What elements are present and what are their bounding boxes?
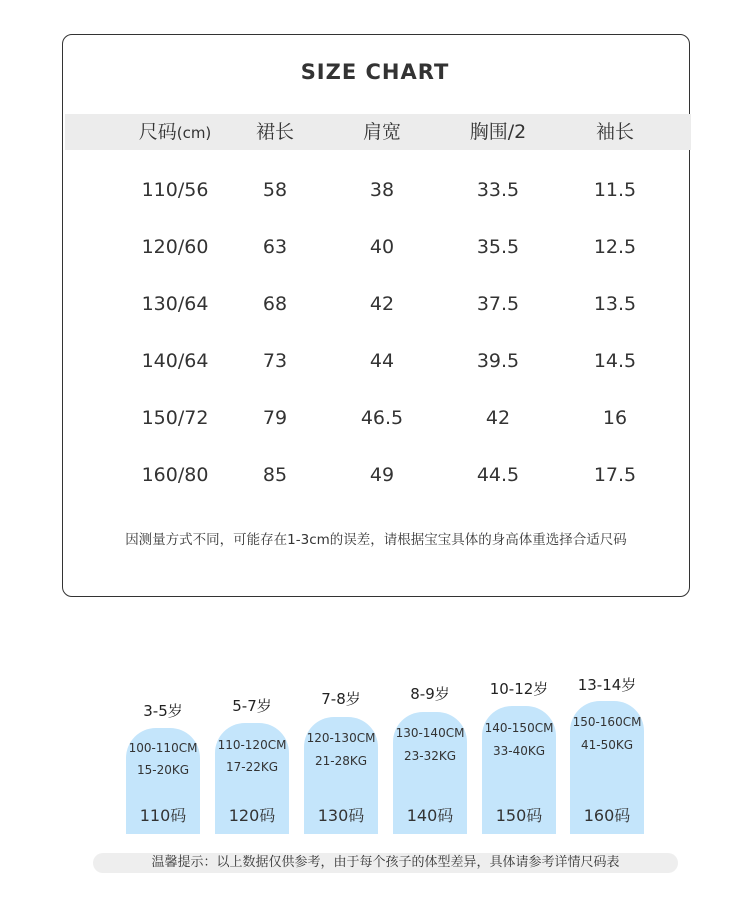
- age-height: 120-130CM: [306, 731, 376, 745]
- table-cell: 11.5: [593, 179, 637, 201]
- table-cell: 42: [369, 293, 395, 315]
- table-cell: 38: [369, 179, 395, 201]
- header-shoulder: 肩宽: [362, 121, 401, 143]
- table-cell: 79: [262, 407, 288, 429]
- age-label: 10-12岁: [489, 680, 549, 698]
- table-cell: 140/64: [141, 350, 209, 372]
- age-size: 150码: [495, 806, 543, 825]
- table-cell: 130/64: [141, 293, 209, 315]
- age-weight: 17-22KG: [225, 760, 279, 774]
- age-size: 110码: [139, 806, 187, 825]
- table-cell: 120/60: [141, 236, 209, 258]
- age-label: 13-14岁: [577, 676, 637, 694]
- table-cell: 44.5: [476, 464, 520, 486]
- table-cell: 35.5: [476, 236, 520, 258]
- table-cell: 14.5: [593, 350, 637, 372]
- age-size: 120码: [228, 806, 276, 825]
- age-height: 150-160CM: [572, 715, 642, 729]
- table-cell: 42: [485, 407, 511, 429]
- age-weight: 33-40KG: [492, 744, 546, 758]
- table-cell: 16: [602, 407, 628, 429]
- table-cell: 46.5: [360, 407, 404, 429]
- table-cell: 44: [369, 350, 395, 372]
- age-size: 160码: [583, 806, 631, 825]
- age-height: 100-110CM: [128, 741, 198, 755]
- age-label: 5-7岁: [232, 697, 272, 715]
- table-cell: 73: [262, 350, 288, 372]
- table-cell: 150/72: [141, 407, 209, 429]
- age-height: 130-140CM: [395, 726, 465, 740]
- table-cell: 33.5: [476, 179, 520, 201]
- table-cell: 85: [262, 464, 288, 486]
- age-size: 130码: [317, 806, 365, 825]
- table-cell: 58: [262, 179, 288, 201]
- header-sleeve: 袖长: [595, 121, 634, 143]
- age-height: 140-150CM: [484, 721, 554, 735]
- reminder-tip: 温馨提示：以上数据仅供参考，由于每个孩子的体型差异，具体请参考详情尺码表: [93, 853, 678, 873]
- table-cell: 13.5: [593, 293, 637, 315]
- header-dress-length: 裙长: [255, 121, 294, 143]
- header-bust: 胸围/2: [469, 121, 527, 143]
- table-cell: 39.5: [476, 350, 520, 372]
- table-cell: 40: [369, 236, 395, 258]
- age-weight: 21-28KG: [314, 754, 368, 768]
- age-weight: 41-50KG: [580, 738, 634, 752]
- table-cell: 160/80: [141, 464, 209, 486]
- measurement-note: 因测量方式不同，可能存在1-3cm的误差，请根据宝宝具体的身高体重选择合适尺码: [125, 532, 627, 548]
- table-cell: 68: [262, 293, 288, 315]
- table-cell: 17.5: [593, 464, 637, 486]
- chart-title: SIZE CHART: [300, 60, 450, 84]
- table-cell: 63: [262, 236, 288, 258]
- age-weight: 15-20KG: [136, 763, 190, 777]
- table-cell: 110/56: [141, 179, 209, 201]
- header-size-label: 尺码: [138, 121, 177, 143]
- age-label: 8-9岁: [410, 685, 450, 703]
- table-cell: 49: [369, 464, 395, 486]
- age-weight: 23-32KG: [403, 749, 457, 763]
- table-cell: 37.5: [476, 293, 520, 315]
- age-height: 110-120CM: [217, 738, 287, 752]
- age-label: 3-5岁: [143, 702, 183, 720]
- table-cell: 12.5: [593, 236, 637, 258]
- age-label: 7-8岁: [321, 690, 361, 708]
- header-unit: (cm): [176, 124, 212, 142]
- age-size: 140码: [406, 806, 454, 825]
